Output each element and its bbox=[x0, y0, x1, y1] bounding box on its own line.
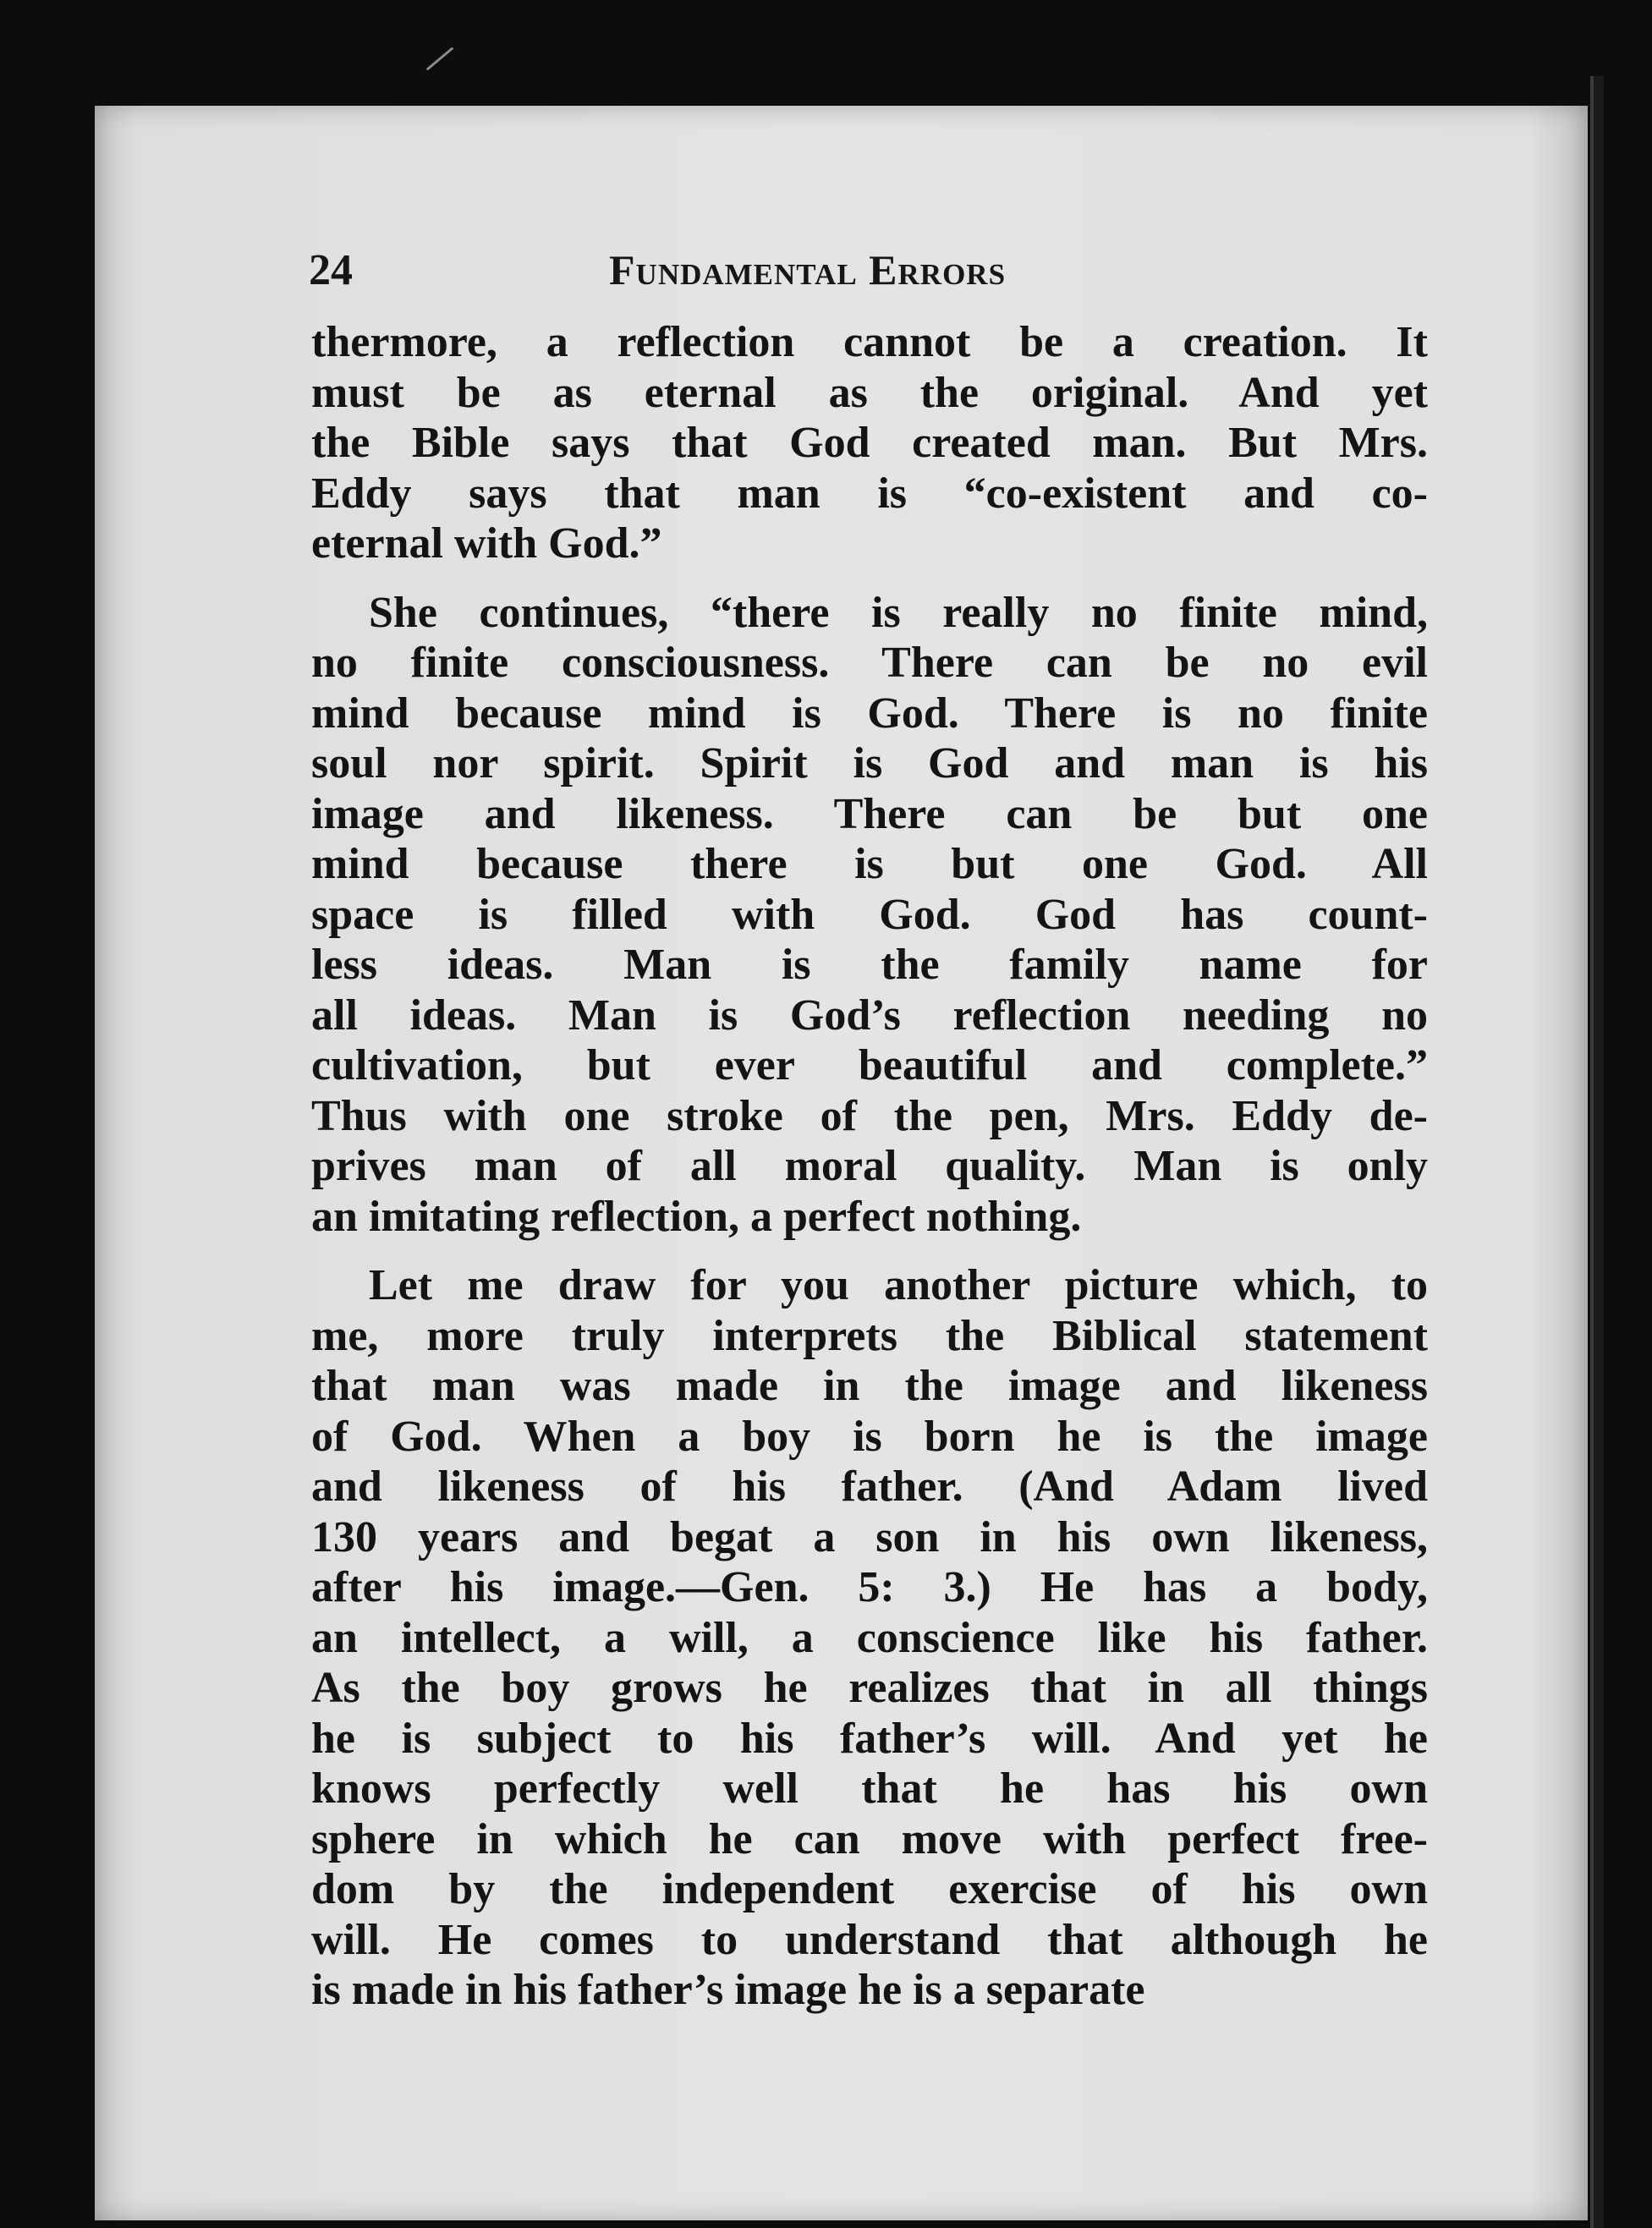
text-line: prives man of all moral quality. Man is only bbox=[311, 1142, 1428, 1190]
paragraph bbox=[311, 1260, 1428, 2016]
page-number: 24 bbox=[309, 246, 353, 294]
text-line: me, more truly interprets the Biblical statement bbox=[311, 1311, 1428, 1360]
text-line: mind because there is but one God. All bbox=[311, 840, 1428, 888]
text-line: sphere in which he can move with perfect free- bbox=[311, 1814, 1428, 1863]
facing-page-edge bbox=[1590, 76, 1604, 2228]
text-line: She continues, “there is really no finite mind, bbox=[369, 588, 1428, 637]
text-line: an intellect, a will, a conscience like his father. bbox=[311, 1613, 1428, 1662]
text-line: the Bible says that God created man. But Mrs. bbox=[311, 419, 1428, 467]
text-line: dom by the independent exercise of his own bbox=[311, 1865, 1428, 1913]
text-line: thermore, a reflection cannot be a creation. It bbox=[311, 318, 1428, 366]
text-line: an imitating reflection, a perfect nothing. bbox=[311, 1192, 1082, 1241]
text-line: soul nor spirit. Spirit is God and man is his bbox=[311, 739, 1428, 787]
paragraph bbox=[311, 317, 1428, 569]
running-title: Fundamental Errors bbox=[609, 246, 1007, 294]
page-header bbox=[309, 245, 1155, 313]
text-line: knows perfectly well that he has his own bbox=[311, 1764, 1428, 1813]
scan-artifact-mark bbox=[426, 47, 454, 70]
text-line: Let me draw for you another picture which, to bbox=[369, 1261, 1428, 1309]
text-line: eternal with God.” bbox=[311, 519, 662, 568]
text-line: no finite consciousness. There can be no evil bbox=[311, 639, 1428, 687]
text-line: Thus with one stroke of the pen, Mrs. Eddy de- bbox=[311, 1091, 1428, 1140]
text-line: 130 years and begat a son in his own likeness, bbox=[311, 1512, 1428, 1561]
text-line: less ideas. Man is the family name for bbox=[311, 941, 1428, 989]
text-line: that man was made in the image and likeness bbox=[311, 1362, 1428, 1410]
text-line: is made in his father’s image he is a separate bbox=[311, 1966, 1145, 2014]
text-line: all ideas. Man is God’s reflection needing no bbox=[311, 991, 1428, 1040]
text-line: image and likeness. There can be but one bbox=[311, 789, 1428, 838]
text-line: must be as eternal as the original. And yet bbox=[311, 368, 1428, 417]
text-line: As the boy grows he realizes that in all things bbox=[311, 1664, 1428, 1712]
text-line: space is filled with God. God has count- bbox=[311, 890, 1428, 939]
body-text bbox=[311, 317, 1428, 2034]
text-line: of God. When a boy is born he is the image bbox=[311, 1412, 1428, 1461]
text-line: will. He comes to understand that although he bbox=[311, 1915, 1428, 1964]
paragraph bbox=[311, 588, 1428, 1243]
text-line: mind because mind is God. There is no finite bbox=[311, 689, 1428, 738]
text-line: cultivation, but ever beautiful and complete.” bbox=[311, 1041, 1428, 1089]
text-line: he is subject to his father’s will. And yet he bbox=[311, 1714, 1428, 1763]
text-line: and likeness of his father. (And Adam lived bbox=[311, 1462, 1428, 1511]
text-line: after his image.—Gen. 5: 3.) He has a body, bbox=[311, 1563, 1428, 1611]
text-line: Eddy says that man is “co-existent and co- bbox=[311, 469, 1428, 518]
